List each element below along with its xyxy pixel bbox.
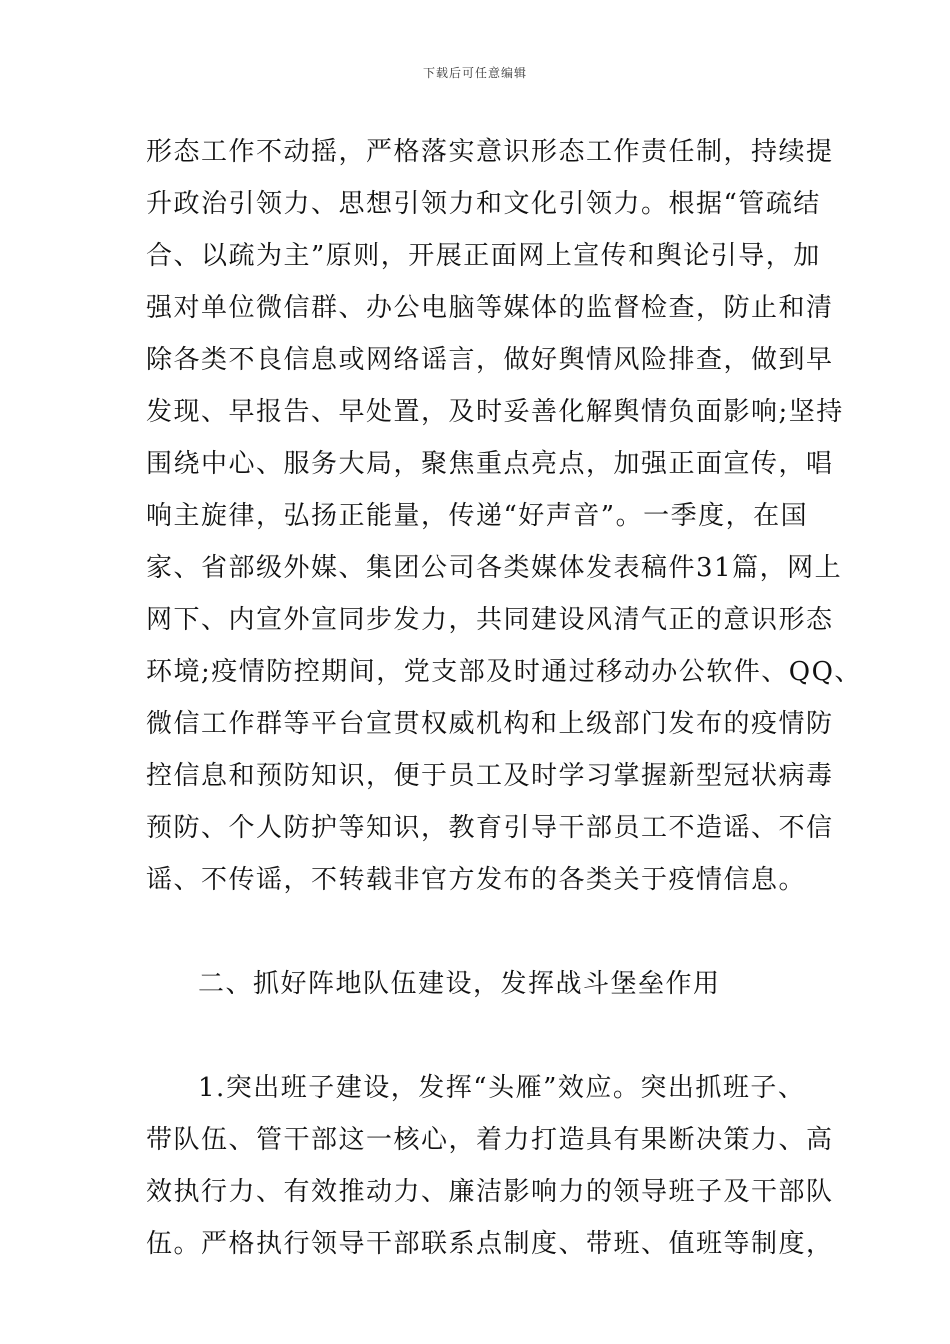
text-line: 环境;疫情防控期间，党支部及时通过移动办公软件、QQ、	[146, 657, 862, 687]
text-line: 形态工作不动摇，严格落实意识形态工作责任制，持续提	[146, 137, 834, 167]
text-line: 控信息和预防知识，便于员工及时学习掌握新型冠状病毒	[146, 761, 834, 791]
text-line: 带队伍、管干部这一核心，着力打造具有果断决策力、高	[146, 1125, 834, 1155]
paragraph-spacer	[146, 906, 806, 958]
text-line: 响主旋律，弘扬正能量，传递“好声音”。一季度，在国	[146, 501, 809, 531]
text-line: 发现、早报告、早处置，及时妥善化解舆情负面影响;坚持	[146, 397, 844, 427]
text-line: 升政治引领力、思想引领力和文化引领力。根据“管疏结	[146, 189, 821, 219]
section-heading: 二、抓好阵地队伍建设，发挥战斗堡垒作用	[198, 969, 721, 999]
text-line: 1.突出班子建设，发挥“头雁”效应。突出抓班子、	[198, 1073, 806, 1103]
text-line: 围绕中心、服务大局，聚焦重点亮点，加强正面宣传，唱	[146, 449, 834, 479]
text-line: 伍。严格执行领导干部联系点制度、带班、值班等制度，	[146, 1229, 834, 1259]
text-line: 合、以疏为主”原则，开展正面网上宣传和舆论引导，加	[146, 241, 821, 271]
text-line: 除各类不良信息或网络谣言，做好舆情风险排查，做到早	[146, 345, 834, 375]
document-body	[146, 126, 862, 1270]
text-line: 网下、内宣外宣同步发力，共同建设风清气正的意识形态	[146, 605, 834, 635]
paragraph-spacer	[146, 1010, 806, 1062]
page-header-note: 下载后可任意编辑	[422, 66, 527, 80]
text-line: 效执行力、有效推动力、廉洁影响力的领导班子及干部队	[146, 1177, 834, 1207]
text-line: 强对单位微信群、办公电脑等媒体的监督检查，防止和清	[146, 293, 834, 323]
text-line: 谣、不传谣，不转载非官方发布的各类关于疫情信息。	[146, 865, 807, 895]
text-line: 微信工作群等平台宣贯权威机构和上级部门发布的疫情防	[146, 709, 834, 739]
text-line: 预防、个人防护等知识，教育引导干部员工不造谣、不信	[146, 813, 834, 843]
text-line: 家、省部级外媒、集团公司各类媒体发表稿件31篇，网上	[146, 553, 843, 583]
